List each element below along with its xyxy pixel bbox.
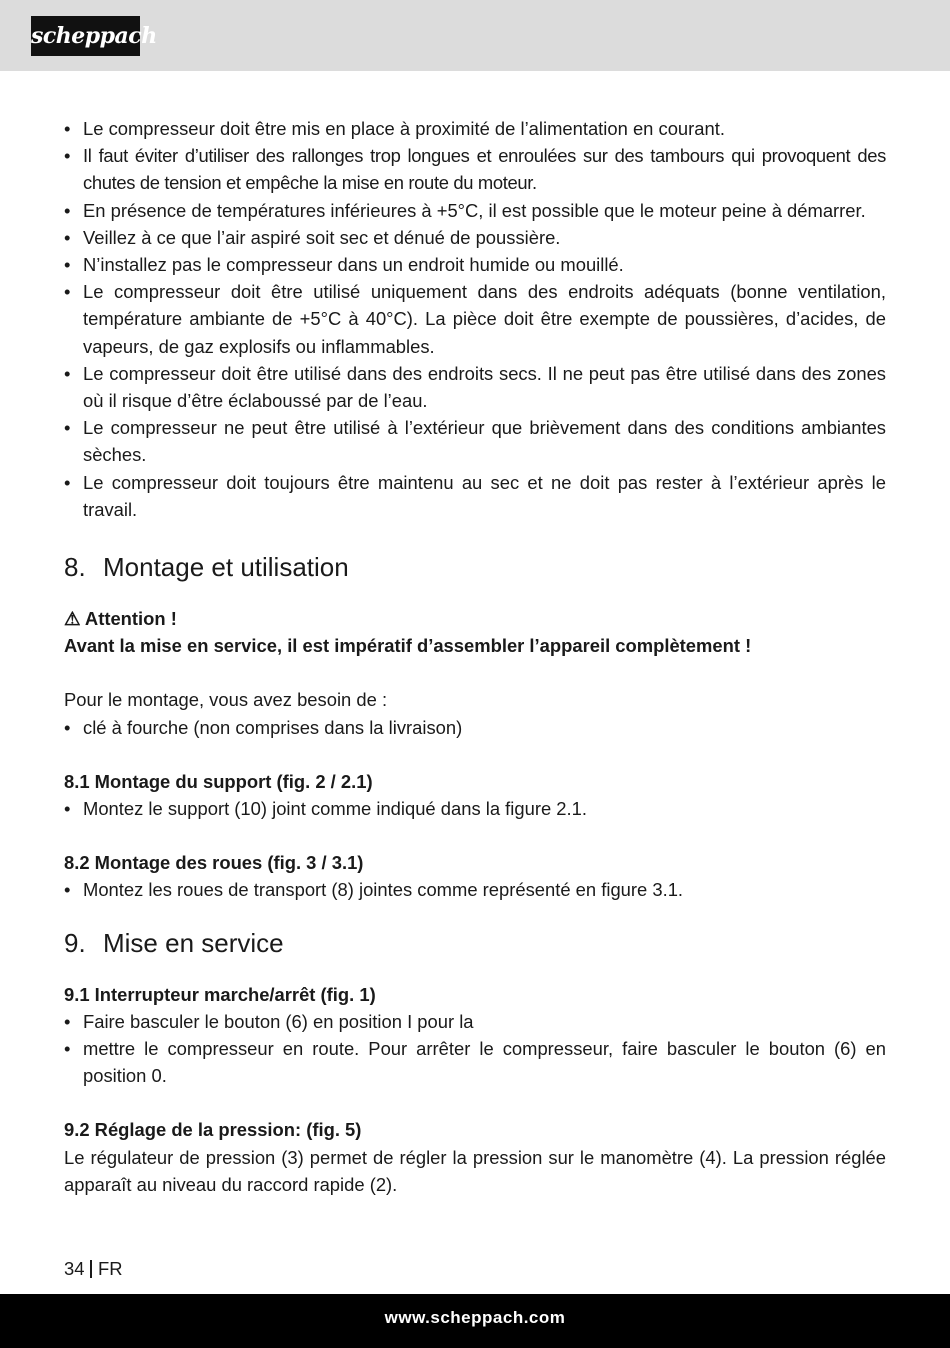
tools-list: [64, 714, 886, 741]
subsection-9-1-list: [64, 1008, 886, 1090]
subsection-8-1-list: [64, 795, 886, 822]
language-code: FR: [97, 1258, 123, 1279]
subsection-8-2-list: [64, 876, 886, 903]
section-title: Mise en service: [103, 927, 284, 958]
page-header: [0, 0, 950, 71]
list-item: • Le compresseur ne peut être utilisé à l’extérieur que brièvement dans des conditions ambiantes sèches.: [64, 414, 886, 468]
warning-title: ⚠ Attention !: [64, 608, 177, 630]
page-number-value: 34: [64, 1258, 85, 1279]
list-item: • Veillez à ce que l’air aspiré soit sec et dénué de poussière.: [64, 224, 886, 251]
list-item: • Le compresseur doit être utilisé uniquement dans des endroits adéquats (bonne ventilation, température ambiante de +5°C à 40°C). La pièce doit être exempte de poussières, d’acides, de vapeurs, de gaz explosifs ou inflammables.: [64, 278, 886, 360]
page-number: [64, 1255, 122, 1282]
list-item: • Montez le support (10) joint comme indiqué dans la figure 2.1.: [64, 795, 886, 822]
divider: [90, 1260, 92, 1278]
website-url: www.scheppach.com: [384, 1308, 566, 1327]
section-number: 8.: [64, 552, 86, 583]
section-9-heading: [64, 927, 886, 959]
section-8-heading: [64, 551, 886, 583]
installation-requirements-list: [64, 115, 886, 523]
list-item: • Le compresseur doit être utilisé dans des endroits secs. Il ne peut pas être utilisé dans des zones où il risque d’être éclaboussé par de l’eau.: [64, 360, 886, 414]
warning-text: Avant la mise en service, il est impératif d’assembler l’appareil complètement !: [64, 635, 752, 657]
list-item: • N’installez pas le compresseur dans un endroit humide ou mouillé.: [64, 251, 886, 278]
list-item: • En présence de températures inférieures à +5°C, il est possible que le moteur peine à démarrer.: [64, 197, 886, 224]
subsection-9-2-title: 9.2 Réglage de la pression: (fig. 5): [64, 1119, 362, 1141]
list-item: • Faire basculer le bouton (6) en position I pour la: [64, 1008, 886, 1035]
list-item: • Le compresseur doit toujours être maintenu au sec et ne doit pas rester à l’extérieur après le travail.: [64, 469, 886, 523]
mounting-intro: Pour le montage, vous avez besoin de :: [64, 689, 388, 711]
list-item: • Le compresseur doit être mis en place à proximité de l’alimentation en courant.: [64, 115, 886, 142]
subsection-8-2-title: 8.2 Montage des roues (fig. 3 / 3.1): [64, 852, 364, 874]
section-title: Montage et utilisation: [103, 552, 349, 583]
list-item: • Il faut éviter d’utiliser des rallonges trop longues et enroulées sur des tambours qui provoquent des chutes de tension et empêche la mise en route du moteur.: [64, 142, 886, 196]
list-item: • clé à fourche (non comprises dans la livraison): [64, 714, 886, 741]
subsection-9-2-text: Le régulateur de pression (3) permet de régler la pression sur le manomètre (4). La pression réglée apparaît au niveau du raccord rapide (2).: [64, 1146, 886, 1195]
list-item: • Montez les roues de transport (8) jointes comme représenté en figure 3.1.: [64, 876, 886, 903]
list-item: • mettre le compresseur en route. Pour arrêter le compresseur, faire basculer le bouton (6) en position 0.: [64, 1035, 886, 1089]
subsection-8-1-title: 8.1 Montage du support (fig. 2 / 2.1): [64, 770, 373, 792]
page-content: [64, 115, 886, 1198]
scheppach-logo: scheppach: [31, 16, 140, 56]
subsection-9-1-title: 9.1 Interrupteur marche/arrêt (fig. 1): [64, 983, 376, 1005]
section-number: 9.: [64, 927, 86, 958]
